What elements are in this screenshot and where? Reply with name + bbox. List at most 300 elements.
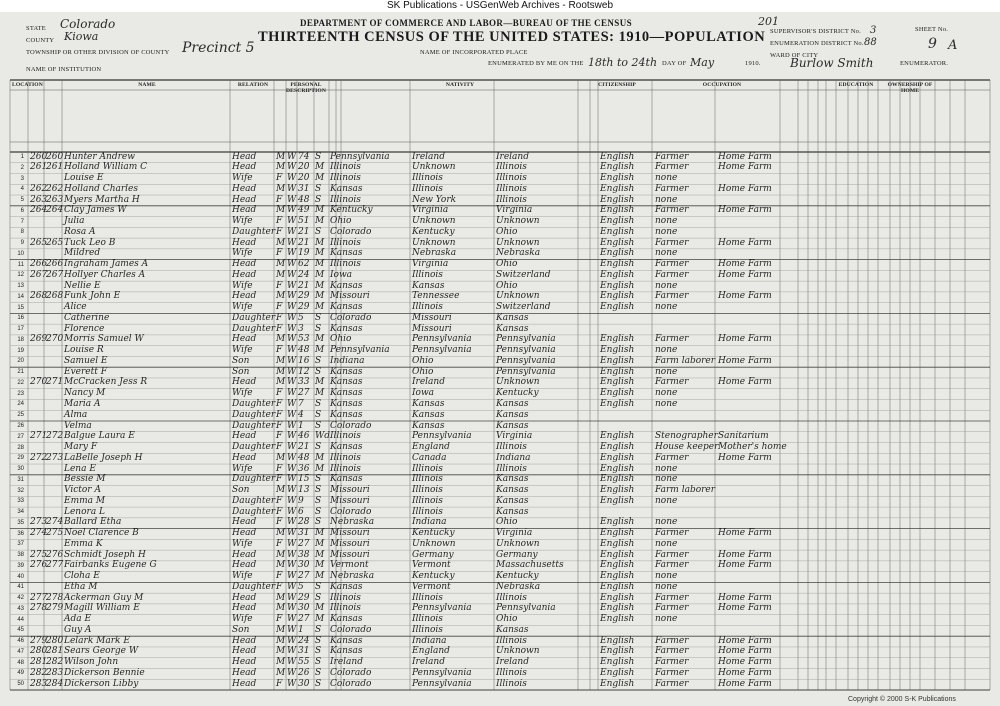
cell-mother: Illinois bbox=[496, 194, 527, 205]
cell-occupation: none bbox=[655, 226, 678, 237]
cell-age: 3 bbox=[298, 323, 304, 334]
cell-race: W bbox=[287, 398, 297, 409]
cell-race: W bbox=[287, 635, 297, 646]
cell-birthplace: Illinois bbox=[330, 463, 361, 474]
cell-age: 21 bbox=[298, 237, 310, 248]
cell-name: Catherine bbox=[64, 312, 110, 323]
cell-age: 55 bbox=[298, 657, 310, 668]
line-number: 21 bbox=[17, 369, 24, 376]
cell-occupation: none bbox=[655, 571, 678, 582]
enumerator-name: Burlow Smith bbox=[790, 56, 874, 70]
cell-name: Ada E bbox=[64, 614, 92, 625]
cell-father: Kentucky bbox=[412, 226, 455, 237]
cell-sex: F bbox=[276, 420, 283, 431]
cell-mother: Ohio bbox=[496, 226, 518, 237]
cell-relation: Head bbox=[232, 646, 257, 657]
cell-age: 20 bbox=[298, 173, 310, 184]
column-header: CITIZENSHIP bbox=[598, 82, 636, 88]
cell-language: English bbox=[600, 216, 635, 227]
line-number: 40 bbox=[17, 573, 24, 580]
cell-industry: Home Farm bbox=[718, 657, 772, 668]
cell-occupation: none bbox=[655, 248, 678, 259]
cell-sex: M bbox=[276, 560, 286, 571]
cell-industry: Home Farm bbox=[718, 667, 772, 678]
cell-language: English bbox=[600, 366, 635, 377]
cell-race: W bbox=[287, 248, 297, 259]
cell-birthplace: Kansas bbox=[330, 646, 363, 657]
cell-birthplace: Colorado bbox=[330, 678, 372, 689]
cell-birthplace: Kansas bbox=[330, 302, 363, 313]
cell-race: W bbox=[287, 280, 297, 291]
enumerated-label: ENUMERATED BY ME ON THE bbox=[488, 60, 584, 67]
cell-father: Ireland bbox=[412, 377, 445, 388]
cell-father: Ohio bbox=[412, 366, 434, 377]
census-title: THIRTEENTH CENSUS OF THE UNITED STATES: 1910—POPULATION bbox=[258, 29, 766, 45]
cell-age: 19 bbox=[298, 248, 310, 259]
cell-sex: M bbox=[276, 162, 286, 173]
cell-language: English bbox=[600, 538, 635, 549]
cell-age: 27 bbox=[298, 538, 310, 549]
cell-family: 264 bbox=[46, 205, 64, 216]
cell-occupation: Farmer bbox=[655, 259, 689, 270]
cell-occupation: Farmer bbox=[655, 549, 689, 560]
cell-marital: M bbox=[315, 173, 325, 184]
sheet-label: SHEET No. bbox=[915, 26, 949, 33]
cell-industry: Home Farm bbox=[718, 205, 772, 216]
cell-race: W bbox=[287, 506, 297, 517]
cell-sex: F bbox=[276, 442, 283, 453]
cell-birthplace: Illinois bbox=[330, 431, 361, 442]
cell-birthplace: Kansas bbox=[330, 635, 363, 646]
cell-mother: Kansas bbox=[496, 420, 529, 431]
cell-name: Ingraham James A bbox=[64, 259, 149, 270]
cell-race: W bbox=[287, 291, 297, 302]
cell-mother: Kansas bbox=[496, 323, 529, 334]
line-number: 17 bbox=[17, 326, 24, 333]
cell-race: W bbox=[287, 323, 297, 334]
cell-father: England bbox=[412, 646, 450, 657]
cell-relation: Head bbox=[232, 635, 257, 646]
cell-birthplace: Kansas bbox=[330, 474, 363, 485]
cell-sex: F bbox=[276, 323, 283, 334]
line-number: 13 bbox=[17, 283, 24, 290]
incorporated-place-label: NAME OF INCORPORATED PLACE bbox=[420, 49, 528, 56]
cell-mother: Virginia bbox=[496, 528, 533, 539]
line-number: 16 bbox=[17, 315, 24, 322]
cell-sex: M bbox=[276, 667, 286, 678]
cell-sex: M bbox=[276, 646, 286, 657]
cell-relation: Wife bbox=[232, 345, 253, 356]
cell-occupation: Farmer bbox=[655, 162, 689, 173]
cell-industry: Home Farm bbox=[718, 291, 772, 302]
cell-race: W bbox=[287, 183, 297, 194]
cell-name: Morris Samuel W bbox=[64, 334, 144, 345]
cell-language: English bbox=[600, 226, 635, 237]
cell-name: Lena E bbox=[64, 463, 96, 474]
cell-language: English bbox=[600, 302, 635, 313]
cell-sex: F bbox=[276, 409, 283, 420]
cell-name: Florence bbox=[64, 323, 105, 334]
cell-birthplace: Colorado bbox=[330, 624, 372, 635]
cell-birthplace: Missouri bbox=[330, 549, 370, 560]
cell-age: 24 bbox=[298, 635, 310, 646]
cell-language: English bbox=[600, 635, 635, 646]
cell-mother: Pennsylvania bbox=[496, 355, 556, 366]
cell-relation: Wife bbox=[232, 280, 253, 291]
cell-age: 26 bbox=[298, 667, 310, 678]
cell-father: Illinois bbox=[412, 474, 443, 485]
cell-language: English bbox=[600, 398, 635, 409]
cell-sex: M bbox=[276, 291, 286, 302]
cell-race: W bbox=[287, 355, 297, 366]
cell-industry: Home Farm bbox=[718, 646, 772, 657]
cell-birthplace: Colorado bbox=[330, 506, 372, 517]
viewer-title-bar: SK Publications - USGenWeb Archives - Rootsweb bbox=[0, 0, 1000, 12]
cell-name: Cloha E bbox=[64, 571, 100, 582]
cell-marital: M bbox=[315, 216, 325, 227]
cell-birthplace: Kansas bbox=[330, 280, 363, 291]
cell-industry: Home Farm bbox=[718, 355, 772, 366]
cell-mother: Illinois bbox=[496, 463, 527, 474]
cell-relation: Head bbox=[232, 205, 257, 216]
cell-age: 29 bbox=[298, 302, 310, 313]
cell-marital: M bbox=[315, 345, 325, 356]
cell-birthplace: Missouri bbox=[330, 291, 370, 302]
cell-occupation: Farmer bbox=[655, 269, 689, 280]
cell-marital: S bbox=[315, 442, 322, 453]
cell-mother: Virginia bbox=[496, 431, 533, 442]
cell-mother: Illinois bbox=[496, 635, 527, 646]
cell-dwelling: 276 bbox=[30, 560, 48, 571]
column-header: NATIVITY bbox=[445, 82, 475, 88]
cell-marital: M bbox=[315, 614, 325, 625]
cell-family: 270 bbox=[46, 334, 64, 345]
cell-race: W bbox=[287, 442, 297, 453]
sheet-number: 9 bbox=[928, 36, 937, 52]
cell-mother: Kansas bbox=[496, 409, 529, 420]
cell-birthplace: Ohio bbox=[330, 334, 352, 345]
cell-mother: Indiana bbox=[496, 452, 531, 463]
cell-birthplace: Pennsylvania bbox=[330, 151, 390, 162]
cell-father: Illinois bbox=[412, 506, 443, 517]
cell-sex: M bbox=[276, 151, 286, 162]
cell-race: W bbox=[287, 237, 297, 248]
cell-birthplace: Colorado bbox=[330, 420, 372, 431]
line-number: 6 bbox=[20, 207, 24, 214]
cell-father: Illinois bbox=[412, 173, 443, 184]
cell-language: English bbox=[600, 183, 635, 194]
cell-birthplace: Illinois bbox=[330, 603, 361, 614]
cell-birthplace: Kansas bbox=[330, 614, 363, 625]
cell-occupation: none bbox=[655, 194, 678, 205]
cell-father: Illinois bbox=[412, 269, 443, 280]
cell-mother: Illinois bbox=[496, 678, 527, 689]
township-label: TOWNSHIP OR OTHER DIVISION OF COUNTY bbox=[26, 49, 170, 56]
cell-sex: M bbox=[276, 366, 286, 377]
cell-name: Mary F bbox=[64, 442, 98, 453]
column-header: NAME bbox=[138, 82, 156, 88]
cell-marital: M bbox=[315, 205, 325, 216]
cell-race: W bbox=[287, 388, 297, 399]
cell-language: English bbox=[600, 291, 635, 302]
cell-marital: S bbox=[315, 517, 322, 528]
line-number: 50 bbox=[17, 681, 24, 688]
cell-mother: Illinois bbox=[496, 592, 527, 603]
cell-age: 53 bbox=[298, 334, 310, 345]
cell-language: English bbox=[600, 678, 635, 689]
cell-race: W bbox=[287, 517, 297, 528]
cell-sex: F bbox=[276, 302, 283, 313]
cell-race: W bbox=[287, 452, 297, 463]
line-number: 9 bbox=[20, 240, 24, 247]
cell-relation: Wife bbox=[232, 173, 253, 184]
cell-birthplace: Illinois bbox=[330, 237, 361, 248]
cell-race: W bbox=[287, 614, 297, 625]
cell-age: 21 bbox=[298, 226, 310, 237]
cell-relation: Wife bbox=[232, 571, 253, 582]
cell-occupation: Farmer bbox=[655, 592, 689, 603]
cell-dwelling: 273 bbox=[30, 517, 48, 528]
cell-birthplace: Missouri bbox=[330, 485, 370, 496]
line-number: 27 bbox=[17, 433, 24, 440]
cell-marital: S bbox=[315, 366, 322, 377]
cell-birthplace: Indiana bbox=[330, 355, 365, 366]
cell-industry: Home Farm bbox=[718, 269, 772, 280]
cell-sex: M bbox=[276, 549, 286, 560]
cell-name: Tuck Leo B bbox=[64, 237, 116, 248]
cell-sex: F bbox=[276, 581, 283, 592]
cell-father: Unknown bbox=[412, 216, 456, 227]
cell-age: 6 bbox=[298, 506, 304, 517]
cell-language: English bbox=[600, 377, 635, 388]
cell-age: 33 bbox=[298, 377, 310, 388]
cell-father: Illinois bbox=[412, 495, 443, 506]
cell-marital: S bbox=[315, 323, 322, 334]
cell-relation: Head bbox=[232, 560, 257, 571]
cell-marital: S bbox=[315, 420, 322, 431]
cell-mother: Kansas bbox=[496, 398, 529, 409]
cell-father: Pennsylvania bbox=[412, 678, 472, 689]
cell-dwelling: 275 bbox=[30, 549, 48, 560]
cell-occupation: Farmer bbox=[655, 452, 689, 463]
cell-age: 62 bbox=[298, 259, 310, 270]
cell-mother: Nebraska bbox=[496, 248, 541, 259]
cell-mother: Illinois bbox=[496, 667, 527, 678]
line-number: 47 bbox=[17, 648, 24, 655]
line-number: 34 bbox=[17, 509, 24, 516]
cell-race: W bbox=[287, 678, 297, 689]
cell-mother: Kentucky bbox=[496, 571, 539, 582]
cell-language: English bbox=[600, 269, 635, 280]
cell-name: Velma bbox=[64, 420, 92, 431]
cell-sex: M bbox=[276, 603, 286, 614]
cell-relation: Head bbox=[232, 377, 257, 388]
cell-birthplace: Colorado bbox=[330, 312, 372, 323]
cell-occupation: none bbox=[655, 463, 678, 474]
cell-relation: Daughter bbox=[232, 442, 276, 453]
cell-family: 279 bbox=[46, 603, 64, 614]
cell-family: 273 bbox=[46, 452, 64, 463]
cell-dwelling: 261 bbox=[30, 162, 48, 173]
cell-occupation: none bbox=[655, 398, 678, 409]
cell-father: Ireland bbox=[412, 657, 445, 668]
cell-race: W bbox=[287, 302, 297, 313]
state-value: Colorado bbox=[60, 17, 116, 31]
cell-father: Unknown bbox=[412, 162, 456, 173]
cell-father: Illinois bbox=[412, 614, 443, 625]
cell-age: 48 bbox=[298, 452, 310, 463]
cell-sex: F bbox=[276, 571, 283, 582]
cell-age: 27 bbox=[298, 571, 310, 582]
cell-name: Balgue Laura E bbox=[64, 431, 135, 442]
cell-race: W bbox=[287, 269, 297, 280]
cell-language: English bbox=[600, 151, 635, 162]
cell-name: Fairbanks Eugene G bbox=[64, 560, 157, 571]
cell-father: Illinois bbox=[412, 302, 443, 313]
line-number: 25 bbox=[17, 412, 24, 419]
cell-relation: Daughter bbox=[232, 409, 276, 420]
enumeration-dates: 18th to 24th bbox=[588, 56, 658, 69]
cell-language: English bbox=[600, 495, 635, 506]
cell-relation: Head bbox=[232, 657, 257, 668]
cell-race: W bbox=[287, 495, 297, 506]
cell-dwelling: 279 bbox=[30, 635, 48, 646]
cell-birthplace: Nebraska bbox=[330, 517, 375, 528]
cell-father: Ireland bbox=[412, 151, 445, 162]
cell-father: Illinois bbox=[412, 463, 443, 474]
cell-age: 29 bbox=[298, 592, 310, 603]
cell-language: English bbox=[600, 485, 635, 496]
cell-language: English bbox=[600, 592, 635, 603]
cell-family: 271 bbox=[46, 377, 64, 388]
cell-relation: Wife bbox=[232, 614, 253, 625]
cell-relation: Head bbox=[232, 592, 257, 603]
cell-sex: F bbox=[276, 226, 283, 237]
cell-relation: Head bbox=[232, 528, 257, 539]
cell-language: English bbox=[600, 603, 635, 614]
cell-race: W bbox=[287, 463, 297, 474]
cell-age: 15 bbox=[298, 474, 310, 485]
line-number: 22 bbox=[17, 379, 24, 386]
cell-race: W bbox=[287, 162, 297, 173]
cell-marital: S bbox=[315, 506, 322, 517]
cell-father: New York bbox=[412, 194, 457, 205]
cell-father: Nebraska bbox=[412, 248, 457, 259]
cell-language: English bbox=[600, 334, 635, 345]
cell-sex: M bbox=[276, 528, 286, 539]
line-number: 30 bbox=[17, 466, 24, 473]
cell-father: Illinois bbox=[412, 592, 443, 603]
county-label: COUNTY bbox=[26, 37, 55, 44]
cell-father: England bbox=[412, 442, 450, 453]
cell-relation: Daughter bbox=[232, 323, 276, 334]
cell-marital: S bbox=[315, 409, 322, 420]
cell-sex: F bbox=[276, 495, 283, 506]
cell-race: W bbox=[287, 226, 297, 237]
cell-birthplace: Colorado bbox=[330, 226, 372, 237]
cell-marital: M bbox=[315, 571, 325, 582]
cell-language: English bbox=[600, 355, 635, 366]
cell-marital: M bbox=[315, 528, 325, 539]
cell-marital: M bbox=[315, 334, 325, 345]
cell-name: Hollyer Charles A bbox=[64, 269, 146, 280]
cell-dwelling: 262 bbox=[30, 183, 48, 194]
census-sheet-image bbox=[0, 12, 1000, 706]
cell-occupation: none bbox=[655, 302, 678, 313]
cell-relation: Head bbox=[232, 517, 257, 528]
cell-marital: S bbox=[315, 485, 322, 496]
cell-language: English bbox=[600, 194, 635, 205]
cell-industry: Home Farm bbox=[718, 151, 772, 162]
cell-relation: Head bbox=[232, 431, 257, 442]
cell-race: W bbox=[287, 259, 297, 270]
cell-age: 30 bbox=[298, 603, 310, 614]
cell-race: W bbox=[287, 624, 297, 635]
cell-name: Etha M bbox=[64, 581, 98, 592]
cell-industry: Home Farm bbox=[718, 237, 772, 248]
cell-mother: Unknown bbox=[496, 291, 540, 302]
cell-family: 261 bbox=[46, 162, 64, 173]
cell-sex: F bbox=[276, 463, 283, 474]
cell-mother: Illinois bbox=[496, 173, 527, 184]
cell-occupation: Farmer bbox=[655, 205, 689, 216]
cell-dwelling: 265 bbox=[30, 237, 48, 248]
cell-family: 277 bbox=[46, 560, 64, 571]
cell-name: Louise E bbox=[64, 173, 104, 184]
line-number: 38 bbox=[17, 552, 24, 559]
cell-relation: Daughter bbox=[232, 312, 276, 323]
cell-sex: F bbox=[276, 388, 283, 399]
line-number: 1 bbox=[20, 154, 24, 160]
cell-occupation: Farm laborer bbox=[655, 485, 716, 496]
cell-relation: Wife bbox=[232, 463, 253, 474]
enumeration-year: 1910. bbox=[745, 60, 761, 67]
cell-mother: Ohio bbox=[496, 280, 518, 291]
cell-age: 7 bbox=[298, 398, 304, 409]
cell-name: Mildred bbox=[64, 248, 101, 259]
column-header: RELATION bbox=[237, 82, 269, 88]
cell-race: W bbox=[287, 216, 297, 227]
cell-age: 21 bbox=[298, 442, 310, 453]
supervisor-district-label: SUPERVISOR'S DISTRICT No. bbox=[770, 28, 861, 35]
line-number: 44 bbox=[17, 616, 24, 623]
cell-occupation: none bbox=[655, 366, 678, 377]
department-heading: DEPARTMENT OF COMMERCE AND LABOR—BUREAU OF THE CENSUS bbox=[300, 18, 632, 28]
cell-sex: M bbox=[276, 269, 286, 280]
cell-relation: Wife bbox=[232, 388, 253, 399]
cell-age: 30 bbox=[298, 678, 310, 689]
cell-dwelling: 278 bbox=[30, 603, 48, 614]
cell-race: W bbox=[287, 194, 297, 205]
day-of-label: DAY OF bbox=[662, 60, 687, 67]
cell-father: Iowa bbox=[412, 388, 435, 399]
cell-mother: Illinois bbox=[496, 442, 527, 453]
township-value: Precinct 5 bbox=[182, 40, 255, 56]
cell-father: Pennsylvania bbox=[412, 334, 472, 345]
cell-name: Samuel E bbox=[64, 355, 108, 366]
line-number: 48 bbox=[17, 659, 24, 666]
cell-race: W bbox=[287, 474, 297, 485]
cell-industry: Home Farm bbox=[718, 560, 772, 571]
cell-occupation: Farmer bbox=[655, 334, 689, 345]
cell-race: W bbox=[287, 592, 297, 603]
cell-dwelling: 268 bbox=[30, 291, 48, 302]
cell-race: W bbox=[287, 657, 297, 668]
cell-sex: M bbox=[276, 624, 286, 635]
cell-father: Tennessee bbox=[412, 291, 460, 302]
cell-name: Alma bbox=[64, 409, 88, 420]
cell-occupation: Farmer bbox=[655, 528, 689, 539]
